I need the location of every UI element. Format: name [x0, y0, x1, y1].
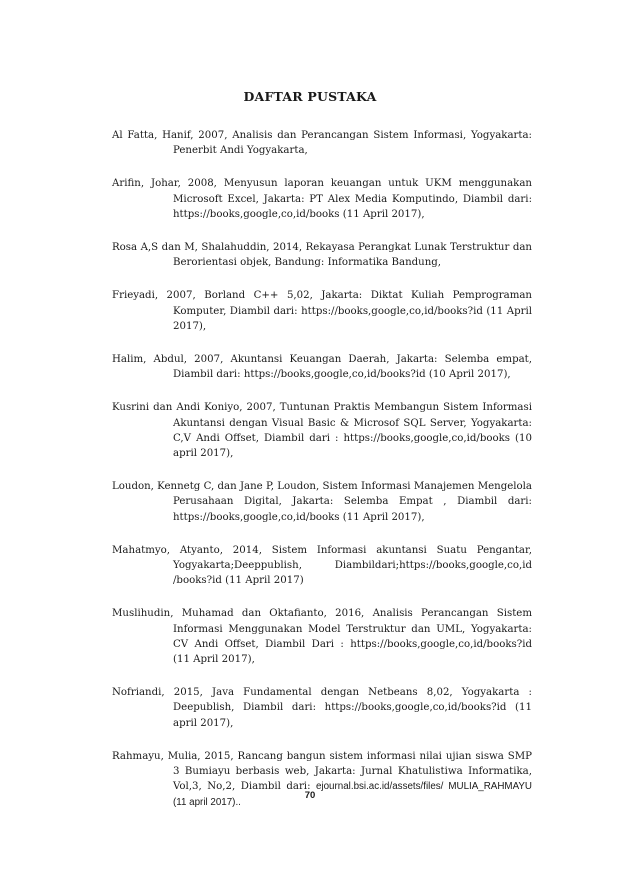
reference-entry: [112, 128, 532, 158]
reference-entry: [112, 543, 532, 589]
reference-text: Nofriandi, 2015, Java Fundamental dengan Netbeans 8,02, Yogyakarta : Deepublish, Diambil dari: https://books,google,co,id/books?id (11 april 2017),: [112, 687, 532, 729]
reference-text: Loudon, Kennetg C, dan Jane P, Loudon, Sistem Informasi Manajemen Mengelola Perusahaan Digital, Jakarta: Selemba Empat , Diambil dari: https://books,google,co,id/books (11 April 2017),: [112, 481, 532, 523]
page-title: DAFTAR PUSTAKA: [243, 89, 377, 104]
reference-text: Halim, Abdul, 2007, Akuntansi Keuangan Daerah, Jakarta: Selemba empat, Diambil dari: https://books,google,co,id/books?id (10 April 2017),: [112, 354, 532, 381]
reference-text: Frieyadi, 2007, Borland C++ 5,02, Jakarta: Diktat Kuliah Pemprograman Komputer, Diambil dari: https://books,google,co,id/books?id (11 April 2017),: [112, 290, 532, 332]
reference-text: Arifin, Johar, 2008, Menyusun laporan keuangan untuk UKM menggunakan Microsoft Excel, Jakarta: PT Alex Media Komputindo, Diambil dari: https://books,google,co,id/books (11 April 2017),: [112, 178, 532, 220]
reference-text: Rahmayu, Mulia, 2015, Rancang bangun sistem informasi nilai ujian siswa SMP 3 Bumiayu berbasis web, Jakarta: Jurnal Khatulistiwa Informatika, Vol,3, No,2, Diambil dari:: [112, 750, 532, 793]
reference-entry: [112, 352, 532, 382]
reference-text: Muslihudin, Muhamad dan Oktafianto, 2016, Analisis Perancangan Sistem Informasi Menggunakan Model Terstruktur dan UML, Yogyakarta: CV Andi Offset, Diambil Dari : https://books,google,co,id/books?id (11 April 2017),: [112, 608, 532, 666]
reference-url: ejournal.bsi.ac.id/assets/files/ MULIA_RAHMAYU (11 april 2017)..: [173, 781, 532, 808]
page-number: 70: [304, 790, 316, 801]
reference-text: Kusrini dan Andi Koniyo, 2007, Tuntunan Praktis Membangun Sistem Informasi Akuntansi dengan Visual Basic & Microsof SQL Server, Yogyakarta: C,V Andi Offset, Diambil dari : https://books,google,co,id/books (10 april 2017),: [112, 402, 532, 460]
reference-entry: [112, 606, 532, 667]
reference-entry: [112, 176, 532, 222]
reference-entry: [112, 479, 532, 525]
reference-text: Al Fatta, Hanif, 2007, Analisis dan Perancangan Sistem Informasi, Yogyakarta: Penerbit Andi Yogyakarta,: [112, 130, 532, 157]
reference-text: Mahatmyo, Atyanto, 2014, Sistem Informasi akuntansi Suatu Pengantar, Yogyakarta;Deeppublish, Diambildari;https://books,google,co,id /books?id (11 April 2017): [112, 544, 532, 587]
reference-entry: [112, 400, 532, 461]
reference-list: [112, 128, 532, 828]
reference-entry: [112, 288, 532, 334]
reference-text: Rosa A,S dan M, Shalahuddin, 2014, Rekayasa Perangkat Lunak Terstruktur dan Berorientasi objek, Bandung: Informatika Bandung,: [112, 242, 532, 269]
reference-entry: [112, 240, 532, 270]
reference-entry: [112, 685, 532, 731]
